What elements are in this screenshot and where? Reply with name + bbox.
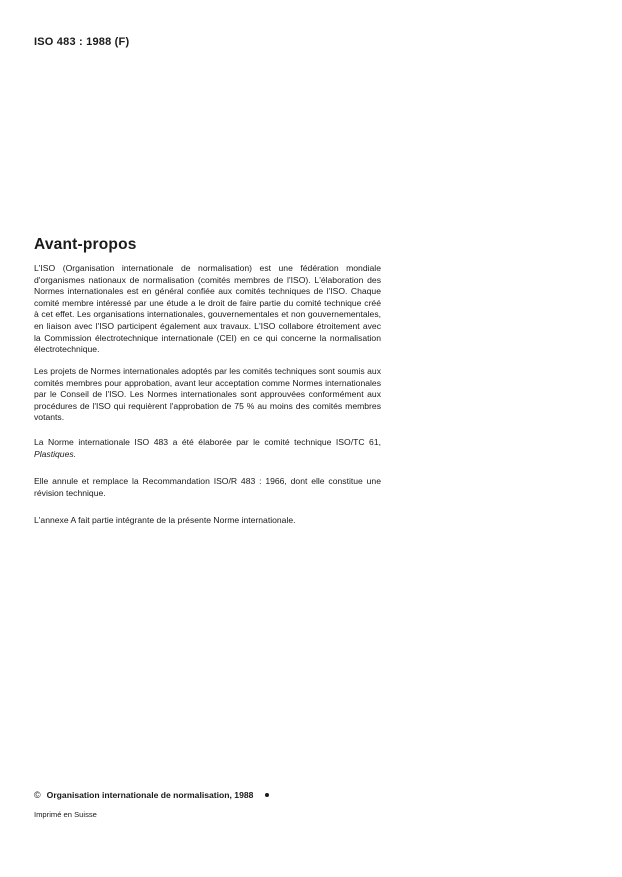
printed-location: Imprimé en Suisse [34, 810, 97, 819]
paragraph-committee [34, 437, 381, 460]
paragraph-annex: L'annexe A fait partie intégrante de la présente Norme internationale. [34, 515, 296, 525]
paragraph-iso-description: L'ISO (Organisation internationale de normalisation) est une fédération mondiale d'organismes nationaux de normalisation (comités membres de l'ISO). L'élaboration des Normes internationales est en général confiée aux comités techniques de l'ISO. Chaque comité membre intéressé par une étude a le droit de faire partie du comité technique créé à cet effet. Les organisations internationales, gouvernementales et non gouvernementales, en liaison avec l'ISO participent également aux travaux. L'ISO collabore étroitement avec la Commission électrotechnique internationale (CEI) en ce qui concerne la normalisation électrotechnique. [34, 263, 381, 355]
section-title: Avant-propos [34, 236, 137, 253]
copyright-line [34, 790, 269, 800]
copyright-icon: © [34, 790, 41, 800]
standard-reference: ISO 483 : 1988 (F) [34, 36, 130, 48]
committee-name: Plastiques. [34, 448, 77, 459]
copyright-text: Organisation internationale de normalisation, 1988 [46, 790, 254, 800]
paragraph-replaces: Elle annule et remplace la Recommandation ISO/R 483 : 1966, dont elle constitue une révision technique. [34, 476, 381, 498]
paragraph-approval-process: Les projets de Normes internationales adoptés par les comités techniques sont soumis aux comités membres pour approbation, avant leur acceptation comme Normes internationales par le Conseil de l'ISO. Les Normes internationales sont approuvées conformément aux procédures de l'ISO qui requièrent l'approbation de 75 % au moins des comités membres votants. [34, 366, 381, 423]
committee-sentence: La Norme internationale ISO 483 a été élaborée par le comité technique ISO/TC 61, [34, 437, 381, 447]
bullet-icon [265, 793, 269, 797]
